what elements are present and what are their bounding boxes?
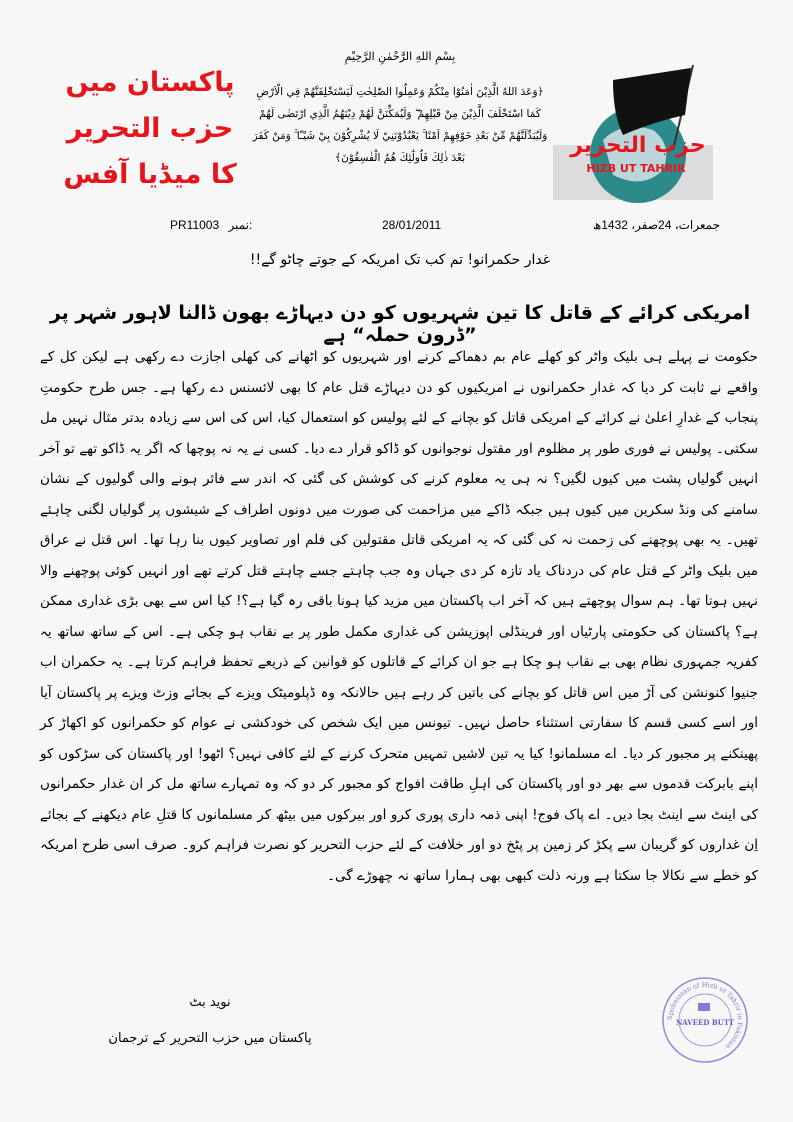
office-title-line: پاکستان میں	[65, 67, 235, 98]
stamp-ring-text: Spokesman of Hizb ut Tahrir in Pakistan	[665, 980, 745, 1051]
press-release-number-label: نمبر:	[228, 218, 253, 232]
stamp-name: NAVEED BUTT	[675, 1018, 735, 1027]
bismillah: بِسْمِ اللهِ الرَّحْمٰنِ الرَّحِيْمِ	[344, 50, 456, 63]
stamp-graphic	[660, 975, 750, 1065]
meta-row	[160, 218, 720, 236]
body-paragraph: حکومت نے پہلے ہی بلیک واٹر کو کھلے عام بم دھماکے کرنے اور شہریوں کو اٹھانے کی کھلی اجازت دے رکھی ہے لیکن کل کے واقعے نے ثابت کر دیا کہ غدار حکمرانوں نے امریکیوں کو دن دیہاڑے قتل عام کا بھی لائسنس دے رکھا ہے۔ جس طرح حکومتِ پنجاب کے غدارِ اعلیٰ نے کرائے کے امریکی قاتل کو بچانے کے لئے پولیس کو استعمال کیا، اس کی اس سے زیادہ بدتر مثال نہیں مل سکتی۔ پولیس نے فوری طور پر مظلوم اور مقتول نوجوانوں کو ڈاکو قرار دے دیا۔ کسی نے یہ نہ پوچھا کہ اگر یہ ڈاکو تھے تو آخر انہیں گولیاں پشت میں کیوں لگیں؟ نہ ہی یہ معلوم کرنے کی کوشش کی گئی کہ اندر سے فائر ہونے والی گولیوں کے نشان سامنے کی ونڈ سکرین میں کیوں ہیں جبکہ ڈاکے میں مزاحمت کی صورت میں دونوں اطراف کے شیشوں پر گولیاں لگنی چاہئے تھیں۔ یہ بھی پوچھنے کی زحمت نہ کی گئی کہ یہ امریکی قاتل مقتولین کی فلم اور تصاویر کیوں بنا رہا تھا۔ اس قتل نے عراق میں بلیک واٹر کے قتل عام کی دردناک یاد تازہ کر دی جہاں وہ جب چاہتے جسے چاہتے قتل کرتے تھے اور انہیں کوئی پوچھنے والا نہیں ہوتا تھا۔ ہم سوال پوچھتے ہیں کہ آخر اب پاکستان میں مزید کیا ہونا باقی رہ گیا ہے؟! کیا اس سے بھی بڑی غداری ممکن ہے؟ پاکستان کی حکومتی پارٹیاں اور فرینڈلی اپوزیشن کی غداری مکمل طور پر بے نقاب ہو چکی ہے۔ اس کے ساتھ ساتھ یہ کفریہ جمہوری نظام بھی بے نقاب ہو چکا ہے جو ان کرائے کے قاتلوں کو قوانین کے ذریعے تحفظ فراہم کرتا ہے۔ یہ حکمران اب جنیوا کنونشن کی آڑ میں اس قاتل کو بچانے کی باتیں کر رہے ہیں حالانکہ وہ ڈپلومیٹک ویزے کے بجائے وزٹ ویزے پر پاکستان آیا اور اسے کسی قسم کا سفارتی استثناء حاصل نہیں۔ تیونس میں ایک شخص کی خودکشی نے عوام کو حکمرانوں کو اکھاڑ کر پھینکنے پر مجبور کر دیا۔ اے مسلمانو! کیا یہ تین لاشیں تمہیں متحرک کرنے کے لئے کافی نہیں؟ اٹھو! اور پاکستان کی سڑکوں کو اپنے بابرکت قدموں سے بھر دو اور پاکستان کی اہلِ طاقت افواج کو مجبور کر دو کہ وہ تمہارے ساتھ مل کر ان غدار حکمرانوں کی اینٹ سے اینٹ بجا دیں۔ اے پاک فوج! اپنی ذمہ داری پوری کرو اور بیرکوں میں بیٹھ کر مسلمانوں کا قتلِ عام دیکھنے کے بجائے اِن غداروں کو گریبان سے پکڑ کر زمین پر پٹخ دو اور خلافت کے لئے حزب التحریر کو نصرت فراہم کرو۔ صرف اسی طرح امریکہ کو خطے سے نکالا جا سکتا ہے ورنہ ذلت کبھی بھی ہمارا ساتھ نہ چھوڑے گی۔	[40, 349, 758, 884]
signatory-title: پاکستان میں حزب التحریر کے ترجمان	[108, 1031, 312, 1046]
press-release-number-value: PR11003	[170, 218, 220, 232]
media-office-title	[60, 60, 240, 198]
office-title-line: حزب التحریر	[66, 113, 234, 144]
logo-arabic-text: حزب التحرير	[570, 133, 706, 158]
gregorian-date: 28/01/2011	[382, 218, 442, 232]
signatory-name: نوید بٹ	[189, 995, 231, 1010]
stamp-flag-icon	[698, 1003, 710, 1011]
hijri-date: جمعرات، 24صفر، 1432ھ	[592, 218, 720, 232]
signature-block	[90, 985, 330, 1057]
verse-line: وَلَيُبَدِّلَنَّهُمْ مِّنْ بَعْدِ خَوْفِهِمْ اَمْنًا ۚ يَعْبُدُوْنَنِيْ لَا يُشْرِكُوْنَ بِيْ شَيْـًٔا ۚ وَمَنْ كَفَرَ	[252, 130, 548, 142]
press-release-number	[170, 218, 252, 232]
hizb-ut-tahrir-logo	[553, 60, 713, 210]
headline: امریکی کرائے کے قاتل کا تین شہریوں کو دن دیہاڑے بھون ڈالنا لاہور شہر پر ”ڈرون حملہ“ ہے	[49, 302, 751, 346]
subtitle: غدار حکمرانو! تم کب تک امریکہ کے جوتے چاٹو گے!!	[249, 252, 551, 268]
logo-latin-text: HIZB UT TAHRIR	[586, 162, 686, 175]
official-stamp	[660, 975, 750, 1065]
quran-verse	[240, 81, 560, 169]
header-verse-block	[240, 50, 560, 169]
verse-line: كَمَا اسْتَخْلَفَ الَّذِيْنَ مِنْ قَبْلِهِمْ ۖ وَلَيُمَكِّنَنَّ لَهُمْ دِيْنَهُمُ الَّذِي ارْتَضٰى لَهُمْ	[259, 108, 541, 120]
verse-line: بَعْدَ ذٰلِكَ فَاُولٰٓئِكَ هُمُ الْفٰسِقُوْنَ﴾	[335, 152, 465, 164]
verse-line: ﴿وَعَدَ اللهُ الَّذِيْنَ اٰمَنُوْا مِنْكُمْ وَعَمِلُوا الصّٰلِحٰتِ لَيَسْتَخْلِفَنَّهُمْ فِي الْاَرْضِ	[256, 86, 544, 98]
office-title-line: کا میڈیا آفس	[63, 159, 237, 190]
logo-graphic	[553, 60, 713, 210]
